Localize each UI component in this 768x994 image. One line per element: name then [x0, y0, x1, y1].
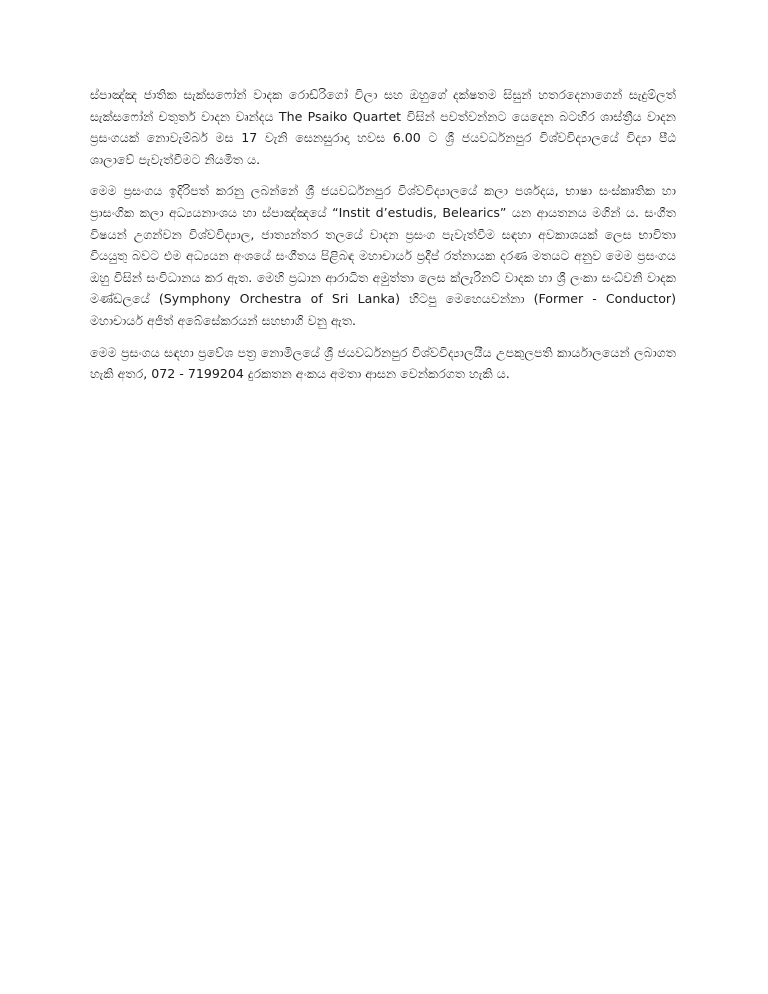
paragraph-concert-announcement: ස්පාඤ්ඤ ජාතික සැක්සෆෝන් වාදක රොඩ්රිගෝ විලා සහ ඔහුගේ දක්ෂතම සිසුන් හතරදෙනාගෙන් සැදුම්ලත් සැක්සෆෝන් චතුර්ත වාදන වෘන්දය The Psaiko Quartet විසින් පවත්වන්නට යෙදෙන බටහිර ශාස්ත්‍රීය වාදන ප්‍රසංගයක් නොවැම්බර් මස 17 වැනි සෙනසුරාදා හවස 6.00 ට ශ්‍රී ජයවර්ධනපුර විශ්වවිද්‍යාලයේ විද්‍යා පීඨ ශාලාවේ පැවැත්වීමට නියමිත ය.	[90, 87, 676, 167]
paragraph-tickets: මෙම ප්‍රසංගය සඳහා ප්‍රවේශ පත්‍ර නොමිලයේ ශ්‍රී ජයවර්ධනපුර විශ්වවිද්‍යාලයීය උපකුලපති කාර්යාලයෙන් ලබාගත හැකි අතර, 072 - 7199204 දුරකතන අංකය අමතා ආසන වෙන්කරගත හැකි ය.	[90, 344, 676, 382]
document-body	[90, 84, 676, 395]
paragraph-organizers: මෙම ප්‍රසංගය ඉදිරිපත් කරනු ලබන්නේ ශ්‍රී ජයවර්ධනපුර විශ්වවිද්‍යාලයේ කලා පර්ශදය, භාෂා සංස්කෘතික හා ප්‍රාසංගික කලා අධ්‍යයනාංශය හා ස්පාඤ්ඤයේ “Instit d’estudis, Belearics” යන ආයතනය මගින් ය. සංගීත විෂයන් උගන්වන විශ්වවිද්‍යාල, ජාත්‍යන්තර තලයේ වාදන ප්‍රසංග පැවැත්වීම සඳහා අවකාශයක් ලෙස භාවිතා වියයුතු බවට එම අධ්‍යයන අංශයේ සංගීතය පිළිබඳ මහාචාර්ය ප්‍රදීප් රත්නායක දරණ මතයට අනුව මෙම ප්‍රසංගය ඔහු විසින් සංවිධානය කර ඇත. මෙහි ප්‍රධාන ආරාධිත අමුත්තා ලෙස ක්ලැරිනට් වාදක හා ශ්‍රී ලංකා සංධ්වනි වාදක මණ්ඩලයේ (Symphony Orchestra of Sri Lanka) හිටපු මෙහෙයවන්නා (Former - Conductor) මහාචාර්ය අජිත් අබේසේකරයන් සහභාගි වනු ඇත.	[90, 183, 676, 328]
